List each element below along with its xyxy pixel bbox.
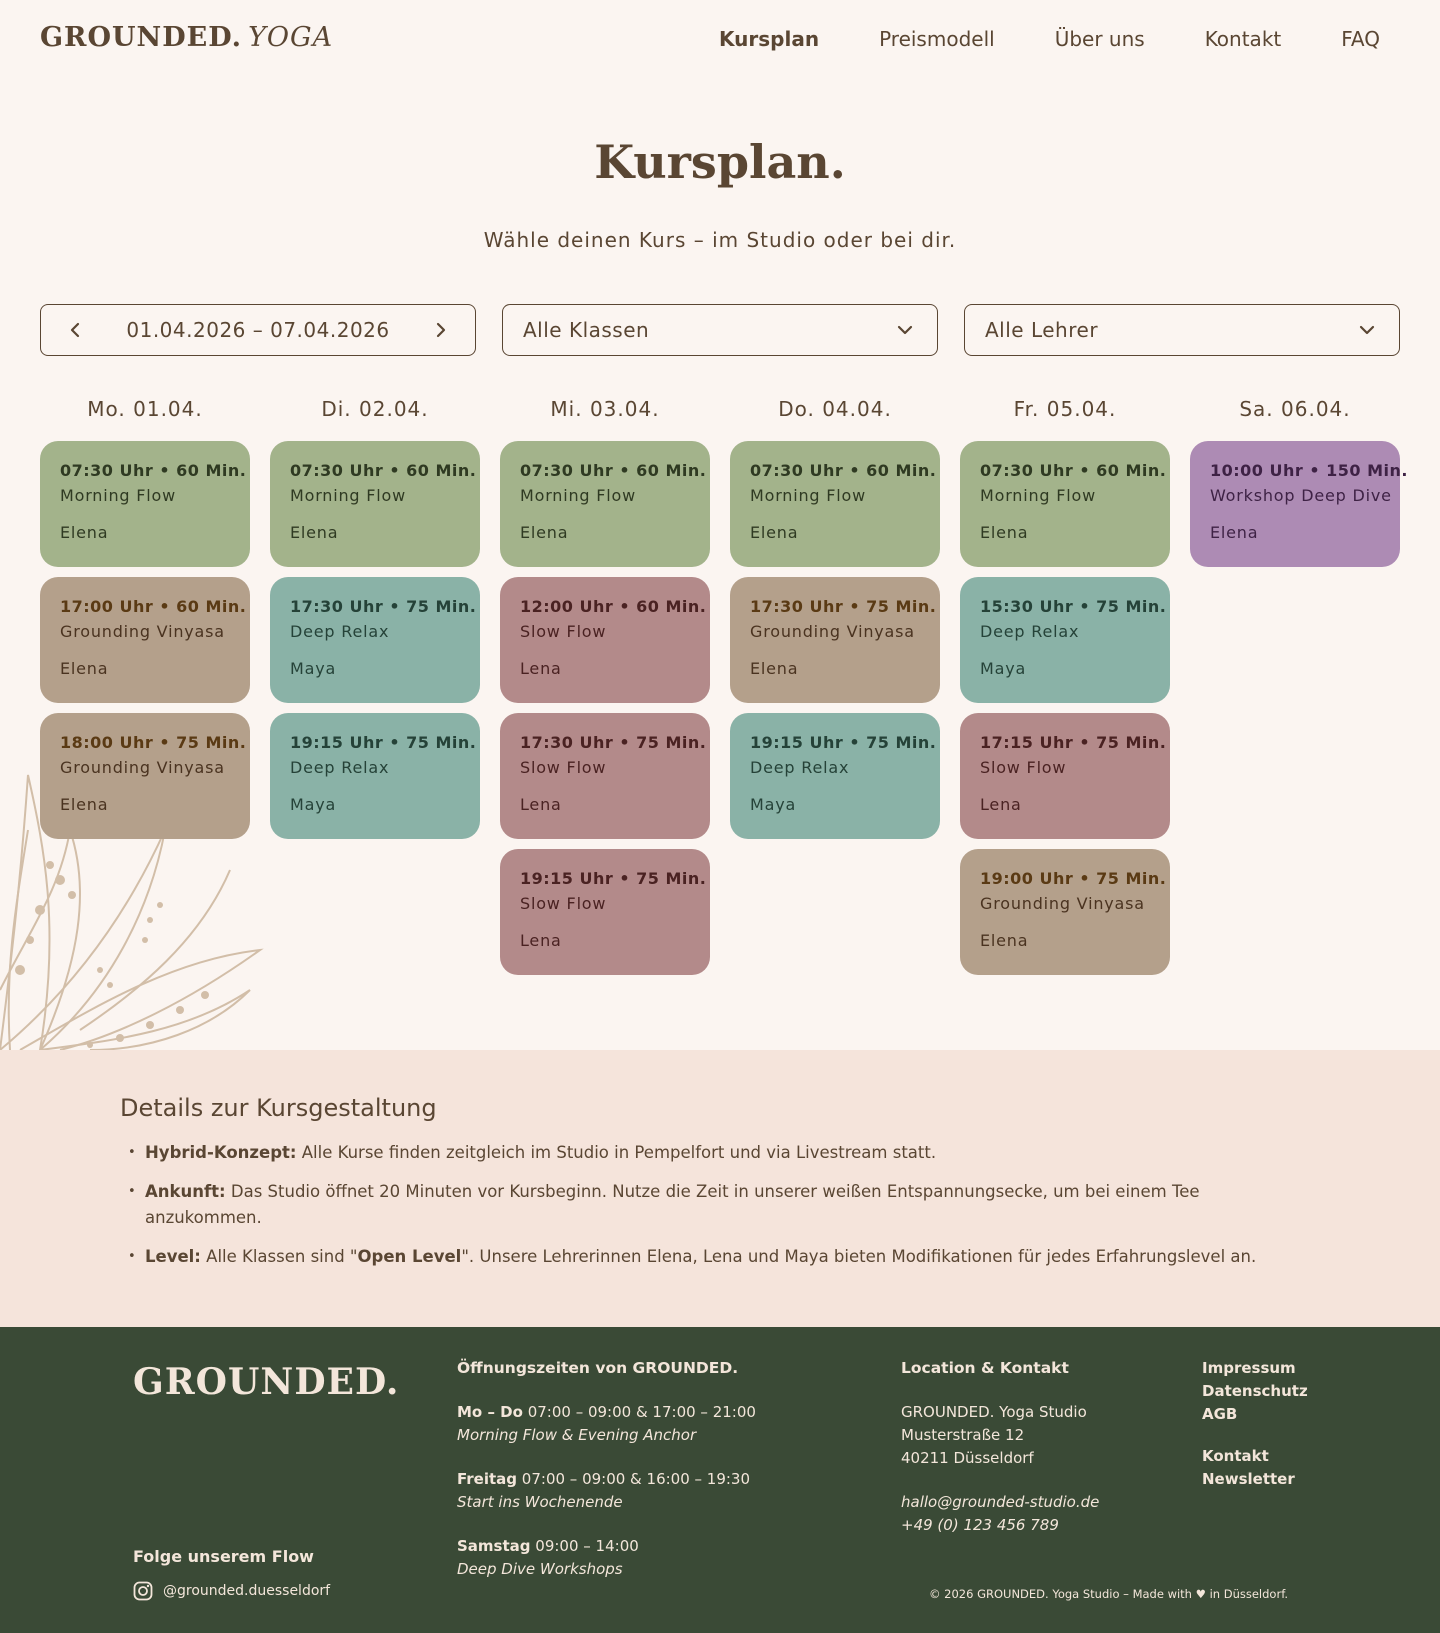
class-teacher: Elena	[750, 659, 799, 678]
details-item-text: Das Studio öffnet 20 Minuten vor Kursbeginn. Nutze die Zeit in unserer weißen Entspannungsecke, um bei einem Tee anzukommen.	[145, 1182, 1200, 1227]
hours-days: Samstag	[457, 1537, 531, 1555]
details-item-label: Ankunft:	[145, 1182, 226, 1201]
class-card[interactable]	[270, 713, 480, 839]
chevron-down-icon	[1355, 318, 1379, 342]
page-subtitle: Wähle deinen Kurs – im Studio oder bei dir.	[483, 228, 957, 252]
footer-opening-hours	[457, 1357, 756, 1602]
class-name: Grounding Vinyasa	[60, 622, 225, 641]
day-header: Mo. 01.04.	[87, 397, 203, 421]
details-item-level	[130, 1244, 1310, 1270]
details-item-hybrid	[130, 1140, 1310, 1166]
class-teacher: Lena	[520, 795, 562, 814]
details-list	[130, 1140, 1310, 1283]
details-item-label: Level:	[145, 1247, 201, 1266]
details-item-arrival	[130, 1179, 1310, 1231]
class-name: Morning Flow	[980, 486, 1096, 505]
heart-icon: ♥	[1195, 1587, 1206, 1601]
site-footer	[0, 1327, 1440, 1633]
nav-preismodell[interactable]: Preismodell	[879, 27, 995, 51]
contact-block	[901, 1491, 1099, 1537]
contact-links	[1202, 1445, 1308, 1491]
instagram-link[interactable]	[133, 1581, 330, 1601]
legal-links	[1202, 1357, 1308, 1426]
class-name: Grounding Vinyasa	[60, 758, 225, 777]
class-name: Deep Relax	[290, 622, 390, 641]
class-time: 07:30 Uhr • 60 Min.	[60, 461, 247, 480]
class-time: 19:00 Uhr • 75 Min.	[980, 869, 1167, 888]
day-header: Mi. 03.04.	[550, 397, 660, 421]
class-card[interactable]	[500, 713, 710, 839]
address-line: 40211 Düsseldorf	[901, 1449, 1034, 1467]
hours-block	[457, 1468, 756, 1514]
copyright-text: in Düsseldorf.	[1205, 1587, 1289, 1601]
hours-note: Start ins Wochenende	[457, 1493, 623, 1511]
class-teacher: Elena	[60, 659, 109, 678]
class-teacher: Lena	[980, 795, 1022, 814]
class-card[interactable]	[730, 441, 940, 567]
class-teacher: Lena	[520, 659, 562, 678]
hours-days: Mo – Do	[457, 1403, 523, 1421]
logo-brand: GROUNDED.	[40, 22, 243, 53]
nav-kursplan[interactable]: Kursplan	[719, 27, 820, 51]
footer-logo[interactable]: GROUNDED.	[133, 1361, 400, 1403]
class-time: 10:00 Uhr • 150 Min.	[1210, 461, 1408, 480]
class-name: Slow Flow	[980, 758, 1067, 777]
class-card[interactable]	[40, 577, 250, 703]
class-teacher: Maya	[750, 795, 797, 814]
page-title: Kursplan.	[594, 135, 846, 189]
email-link[interactable]: hallo@grounded-studio.de	[901, 1493, 1100, 1511]
class-card[interactable]	[40, 713, 250, 839]
class-time: 18:00 Uhr • 75 Min.	[60, 733, 247, 752]
class-card[interactable]	[960, 441, 1170, 567]
hours-days: Freitag	[457, 1470, 518, 1488]
class-teacher: Maya	[290, 795, 337, 814]
class-card[interactable]	[960, 849, 1170, 975]
class-name: Morning Flow	[60, 486, 176, 505]
instagram-handle: @grounded.duesseldorf	[163, 1583, 331, 1599]
class-card[interactable]	[270, 577, 480, 703]
footer-follow-heading: Folge unserem Flow	[133, 1547, 314, 1566]
class-time: 07:30 Uhr • 60 Min.	[290, 461, 477, 480]
nav-ueber-uns[interactable]: Über uns	[1054, 27, 1145, 51]
day-header: Di. 02.04.	[321, 397, 429, 421]
class-card[interactable]	[270, 441, 480, 567]
class-card[interactable]	[730, 577, 940, 703]
footer-link-impressum[interactable]: Impressum	[1202, 1359, 1296, 1377]
class-card[interactable]	[40, 441, 250, 567]
copyright-text: © 2026 GROUNDED. Yoga Studio – Made with	[929, 1587, 1196, 1601]
class-name: Deep Relax	[290, 758, 390, 777]
class-name: Slow Flow	[520, 758, 607, 777]
instagram-icon	[133, 1581, 153, 1601]
address-line: Musterstraße 12	[901, 1426, 1025, 1444]
class-time: 19:15 Uhr • 75 Min.	[520, 869, 707, 888]
class-name: Morning Flow	[750, 486, 866, 505]
footer-location	[901, 1357, 1099, 1558]
class-card[interactable]	[960, 577, 1170, 703]
class-time: 17:00 Uhr • 60 Min.	[60, 597, 247, 616]
class-name: Deep Relax	[750, 758, 850, 777]
address-line: GROUNDED. Yoga Studio	[901, 1403, 1087, 1421]
day-header: Sa. 06.04.	[1239, 397, 1351, 421]
class-teacher: Maya	[290, 659, 337, 678]
footer-link-newsletter[interactable]: Newsletter	[1202, 1470, 1295, 1488]
class-time: 17:15 Uhr • 75 Min.	[980, 733, 1167, 752]
hours-note: Deep Dive Workshops	[457, 1560, 623, 1578]
footer-links	[1202, 1357, 1308, 1510]
class-name: Morning Flow	[520, 486, 636, 505]
class-name: Workshop Deep Dive	[1210, 486, 1392, 505]
date-range-label: 01.04.2026 – 07.04.2026	[126, 318, 390, 342]
logo-sub: YOGA	[248, 22, 334, 53]
class-teacher: Elena	[290, 523, 339, 542]
class-time: 17:30 Uhr • 75 Min.	[290, 597, 477, 616]
details-item-text: ". Unsere Lehrerinnen Elena, Lena und Maya bieten Modifikationen für jedes Erfahrungslevel an.	[461, 1247, 1257, 1266]
hours-times: 07:00 – 09:00 & 16:00 – 19:30	[517, 1470, 751, 1488]
copyright	[929, 1587, 1288, 1601]
nav-kontakt[interactable]: Kontakt	[1204, 27, 1282, 51]
phone-link[interactable]: +49 (0) 123 456 789	[901, 1516, 1059, 1534]
footer-link-kontakt[interactable]: Kontakt	[1202, 1447, 1269, 1465]
class-name: Slow Flow	[520, 622, 607, 641]
hours-times: 07:00 – 09:00 & 17:00 – 21:00	[522, 1403, 756, 1421]
nav-faq[interactable]: FAQ	[1341, 27, 1380, 51]
footer-link-datenschutz[interactable]: Datenschutz	[1202, 1382, 1308, 1400]
class-card[interactable]	[500, 849, 710, 975]
class-teacher: Elena	[60, 795, 109, 814]
class-time: 07:30 Uhr • 60 Min.	[980, 461, 1167, 480]
hours-block	[457, 1535, 756, 1581]
teacher-filter-select[interactable]	[964, 304, 1400, 356]
class-card[interactable]	[500, 441, 710, 567]
hours-block	[457, 1401, 756, 1447]
class-teacher: Lena	[520, 931, 562, 950]
class-teacher: Maya	[980, 659, 1027, 678]
site-header	[0, 0, 1440, 80]
chevron-right-icon[interactable]	[429, 318, 453, 342]
address-block	[901, 1401, 1099, 1470]
footer-link-agb[interactable]: AGB	[1202, 1405, 1238, 1423]
main-nav	[659, 27, 1380, 51]
hours-heading: Öffnungszeiten von GROUNDED.	[457, 1359, 739, 1377]
class-teacher: Elena	[980, 931, 1029, 950]
day-header: Do. 04.04.	[778, 397, 892, 421]
class-teacher: Elena	[520, 523, 569, 542]
class-teacher: Elena	[750, 523, 799, 542]
class-name: Slow Flow	[520, 894, 607, 913]
class-card[interactable]	[500, 577, 710, 703]
details-item-text: Alle Klassen sind "	[200, 1247, 358, 1266]
course-details-section	[0, 1050, 1440, 1327]
hours-times: 09:00 – 14:00	[530, 1537, 639, 1555]
class-time: 07:30 Uhr • 60 Min.	[750, 461, 937, 480]
class-name: Deep Relax	[980, 622, 1080, 641]
chevron-left-icon[interactable]	[63, 318, 87, 342]
class-name: Grounding Vinyasa	[750, 622, 915, 641]
class-filter-select[interactable]	[502, 304, 938, 356]
class-name: Grounding Vinyasa	[980, 894, 1145, 913]
class-teacher: Elena	[980, 523, 1029, 542]
class-time: 07:30 Uhr • 60 Min.	[520, 461, 707, 480]
class-filter-value: Alle Klassen	[523, 318, 650, 342]
class-card[interactable]	[960, 713, 1170, 839]
class-time: 17:30 Uhr • 75 Min.	[520, 733, 707, 752]
class-teacher: Elena	[60, 523, 109, 542]
class-card[interactable]	[1190, 441, 1408, 567]
date-range-picker	[40, 304, 476, 356]
class-time: 17:30 Uhr • 75 Min.	[750, 597, 937, 616]
location-heading: Location & Kontakt	[901, 1359, 1069, 1377]
class-name: Morning Flow	[290, 486, 406, 505]
site-logo[interactable]	[40, 22, 333, 53]
chevron-down-icon	[893, 318, 917, 342]
class-time: 12:00 Uhr • 60 Min.	[520, 597, 707, 616]
class-time: 19:15 Uhr • 75 Min.	[290, 733, 477, 752]
details-item-strong: Open Level	[357, 1247, 462, 1266]
teacher-filter-value: Alle Lehrer	[985, 318, 1099, 342]
hours-note: Morning Flow & Evening Anchor	[457, 1426, 697, 1444]
day-header: Fr. 05.04.	[1013, 397, 1117, 421]
details-item-label: Hybrid-Konzept:	[145, 1143, 297, 1162]
class-card[interactable]	[730, 713, 940, 839]
details-heading: Details zur Kursgestaltung	[120, 1094, 437, 1122]
class-time: 15:30 Uhr • 75 Min.	[980, 597, 1167, 616]
class-teacher: Elena	[1210, 523, 1259, 542]
class-time: 19:15 Uhr • 75 Min.	[750, 733, 937, 752]
details-item-text: Alle Kurse finden zeitgleich im Studio in Pempelfort und via Livestream statt.	[296, 1143, 937, 1162]
